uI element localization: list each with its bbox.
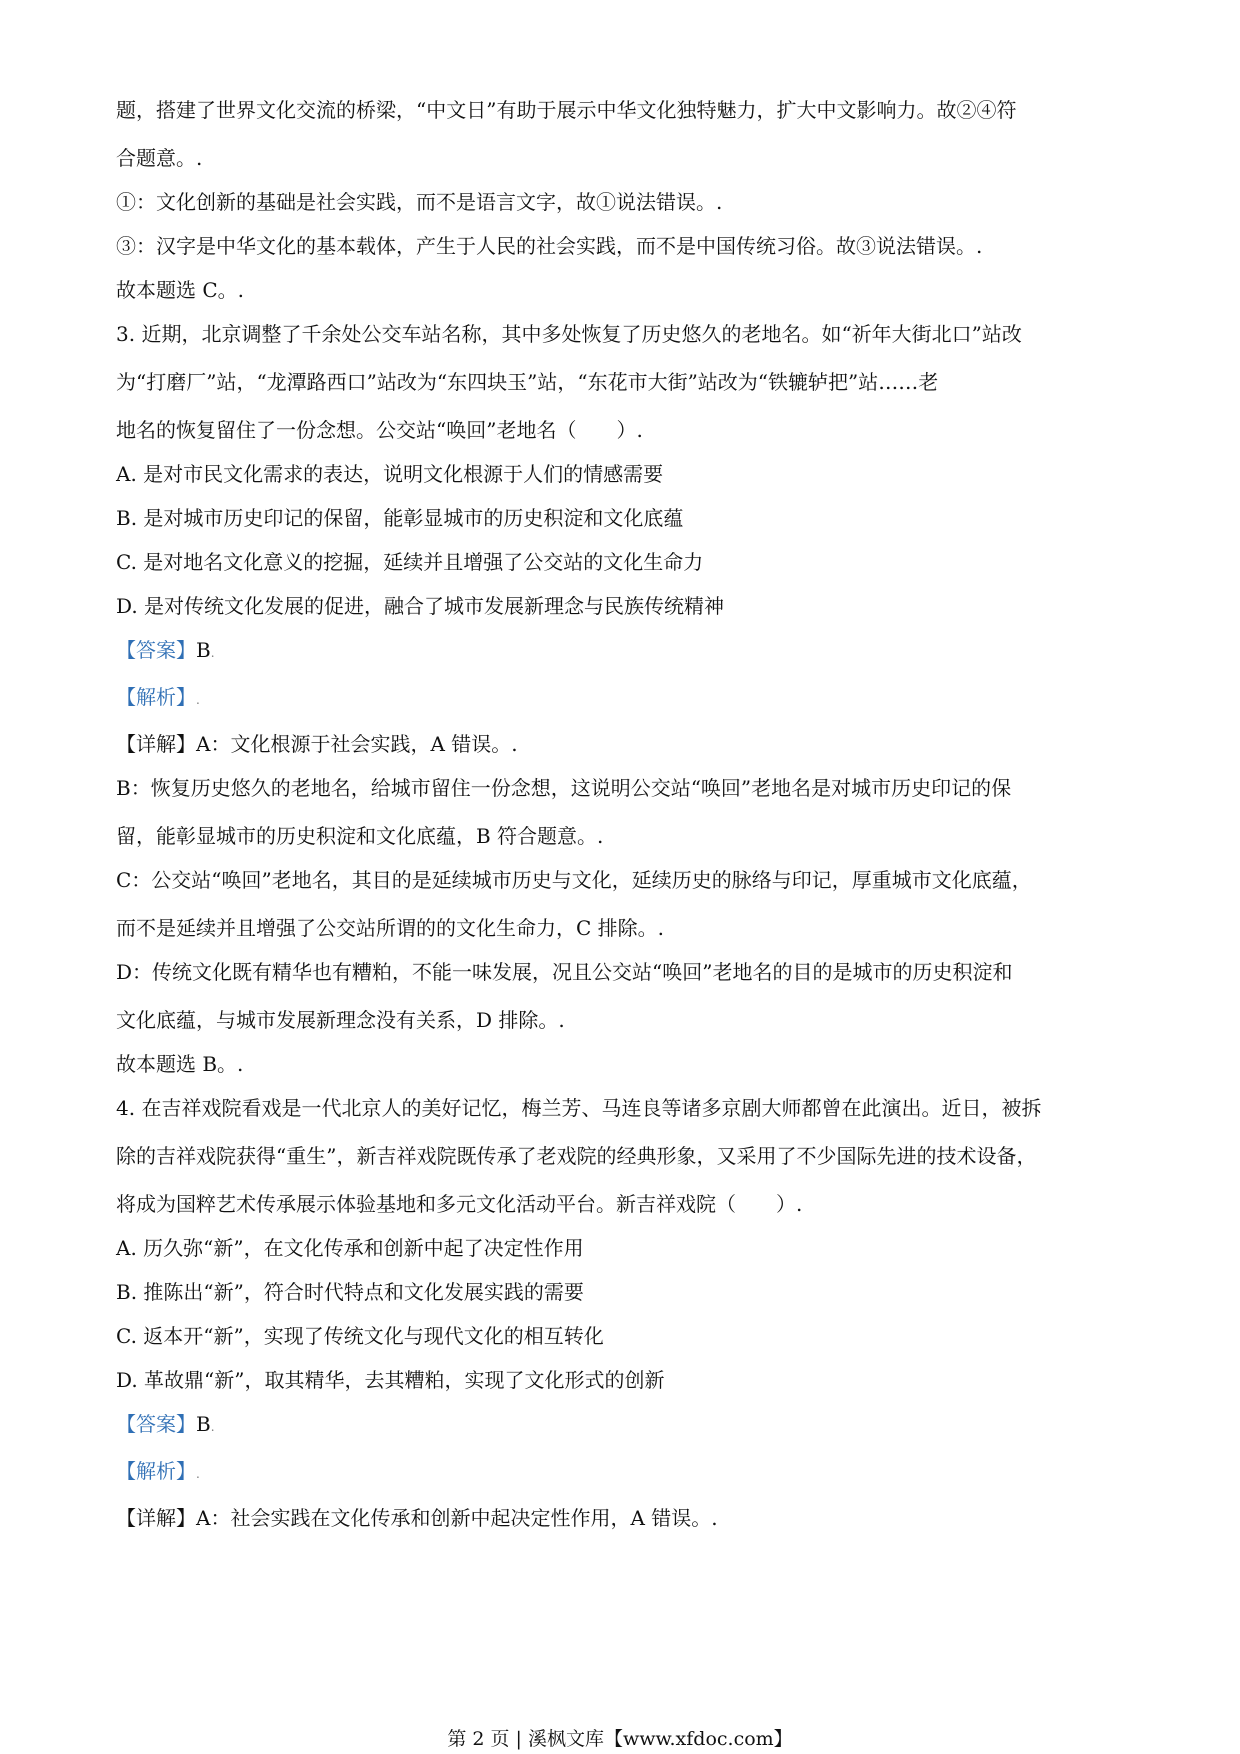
question-4-stem: 将成为国粹艺术传承展示体验基地和多元文化活动平台。新吉祥戏院（ ）. [116, 1192, 803, 1216]
question-3-stem: 为“打磨厂”站，“龙潭路西口”站改为“东四块玉”站，“东花市大街”站改为“铁辘轳把”站……老 [116, 370, 939, 394]
answer-label: 【答案】 [116, 638, 196, 662]
detail-text: A：社会实践在文化传承和创新中起决定性作用，A 错误。. [196, 1506, 718, 1530]
text-line: 文化底蕴，与城市发展新理念没有关系，D 排除。. [116, 1008, 565, 1032]
question-3-stem: 3. 近期，北京调整了千余处公交车站名称，其中多处恢复了历史悠久的老地名。如“祈年大街北口”站改 [116, 322, 1022, 346]
analysis-label: 【解析】 [116, 685, 196, 709]
question-4-stem: 除的吉祥戏院获得“重生”，新吉祥戏院既传承了老戏院的经典形象，又采用了不少国际先进的技术设备， [116, 1144, 1037, 1168]
text-line: 留，能彰显城市的历史积淀和文化底蕴，B 符合题意。. [116, 824, 604, 848]
text-line: B：恢复历史悠久的老地名，给城市留住一份念想，这说明公交站“唤回”老地名是对城市历史印记的保 [116, 776, 1012, 800]
question-3-stem: 地名的恢复留住了一份念想。公交站“唤回”老地名（ ）. [116, 418, 643, 442]
question-4-detail [116, 1504, 1136, 1532]
question-3-answer [116, 636, 1136, 667]
paragraph-mark: . [196, 693, 200, 707]
answer-value: B [196, 1412, 211, 1436]
text-line: ①：文化创新的基础是社会实践，而不是语言文字，故①说法错误。. [116, 190, 723, 214]
document-body [116, 96, 1136, 1532]
question-3-option-c: C. 是对地名文化意义的挖掘，延续并且增强了公交站的文化生命力 [116, 550, 704, 574]
detail-text: A：文化根源于社会实践，A 错误。. [196, 732, 518, 756]
paragraph-mark: . [210, 1420, 215, 1434]
question-3-option-d: D. 是对传统文化发展的促进，融合了城市发展新理念与民族传统精神 [116, 594, 725, 618]
text-line: D：传统文化既有精华也有糟粕，不能一味发展，况且公交站“唤回”老地名的目的是城市的历史积淀和 [116, 960, 1013, 984]
text-line: 题，搭建了世界文化交流的桥梁，“中文日”有助于展示中华文化独特魅力，扩大中文影响力。故②④符 [116, 98, 1017, 122]
question-4-option-b: B. 推陈出“新”，符合时代特点和文化发展实践的需要 [116, 1280, 584, 1304]
text-line: 故本题选 C。. [116, 278, 245, 302]
question-4-analysis [116, 1457, 1136, 1488]
question-4-option-c: C. 返本开“新”，实现了传统文化与现代文化的相互转化 [116, 1324, 604, 1348]
text-line: 故本题选 B。. [116, 1052, 244, 1076]
paragraph-mark: . [196, 1467, 200, 1481]
text-line: C：公交站“唤回”老地名，其目的是延续城市历史与文化，延续历史的脉络与印记，厚重城市文化底蕴， [116, 868, 1032, 892]
page-footer: 第 2 页 | 溪枫文库【www.xfdoc.com】 [447, 1728, 793, 1750]
analysis-label: 【解析】 [116, 1459, 196, 1483]
question-3-option-b: B. 是对城市历史印记的保留，能彰显城市的历史积淀和文化底蕴 [116, 506, 684, 530]
question-4-option-a: A. 历久弥“新”，在文化传承和创新中起了决定性作用 [116, 1236, 584, 1260]
question-3-detail [116, 730, 1136, 758]
question-4-option-d: D. 革故鼎“新”，取其精华，去其糟粕，实现了文化形式的创新 [116, 1368, 665, 1392]
question-4-stem: 4. 在吉祥戏院看戏是一代北京人的美好记忆，梅兰芳、马连良等诸多京剧大师都曾在此演出。近日，被拆 [116, 1096, 1042, 1120]
answer-value: B [196, 638, 211, 662]
text-line: ③：汉字是中华文化的基本载体，产生于人民的社会实践，而不是中国传统习俗。故③说法错误。. [116, 234, 983, 258]
paragraph-mark: . [210, 646, 215, 660]
detail-label: 【详解】 [116, 732, 196, 756]
question-3-analysis [116, 683, 1136, 714]
text-line: 而不是延续并且增强了公交站所谓的的文化生命力，C 排除。. [116, 916, 665, 940]
answer-label: 【答案】 [116, 1412, 196, 1436]
question-3-option-a: A. 是对市民文化需求的表达，说明文化根源于人们的情感需要 [116, 462, 664, 486]
question-4-answer [116, 1410, 1136, 1441]
text-line: 合题意。. [116, 146, 203, 170]
detail-label: 【详解】 [116, 1506, 196, 1530]
